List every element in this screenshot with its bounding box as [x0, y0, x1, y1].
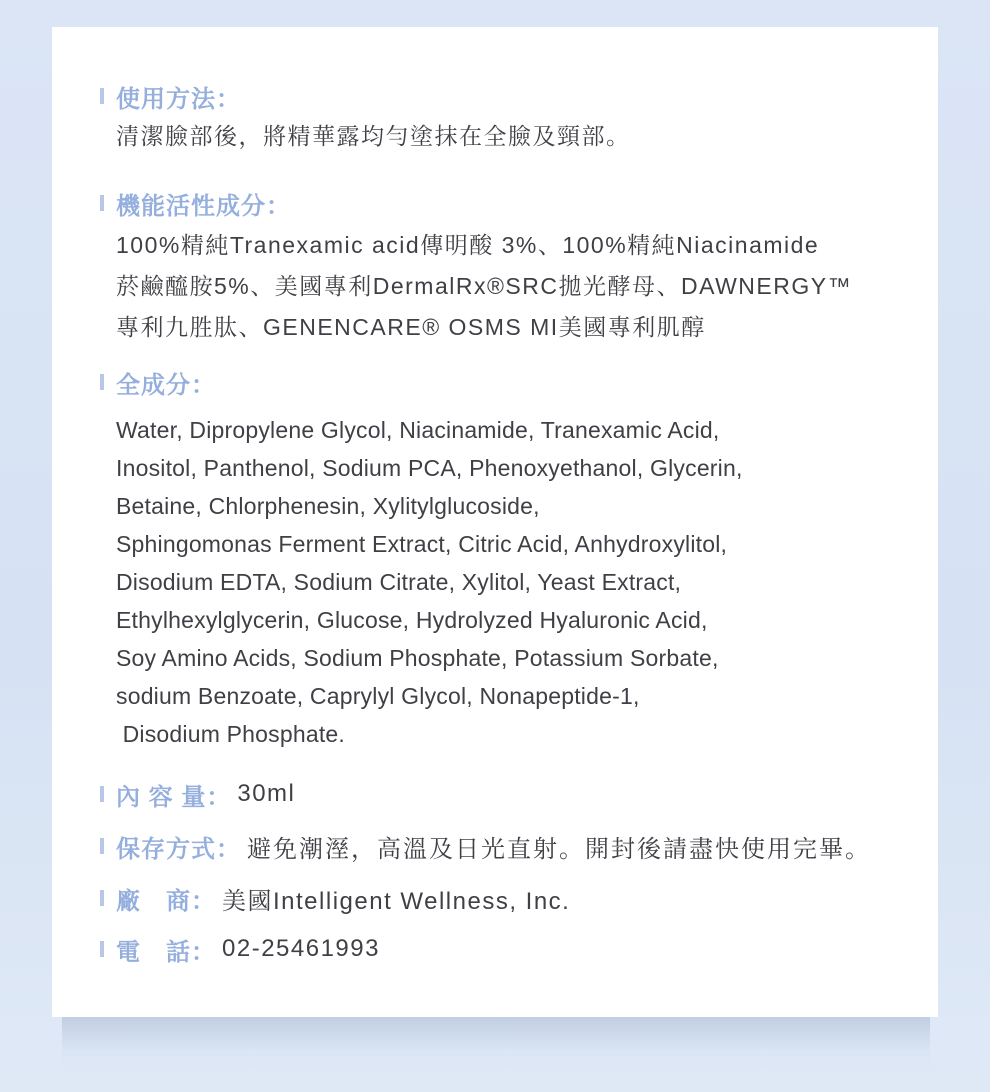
- volume-value: 30ml: [237, 780, 296, 807]
- actives-heading: [100, 188, 291, 218]
- manufacturer-title: 廠 商：: [116, 887, 216, 915]
- volume-title: 內 容 量：: [116, 783, 232, 811]
- actives-line: 專利九胜肽、GENENCARE® OSMS MI美國專利肌醇: [116, 314, 706, 340]
- ingredients-line: Sphingomonas Ferment Extract, Citric Acid, Anhydroxylitol,: [116, 531, 728, 557]
- usage-text: 清潔臉部後，將精華露均勻塗抹在全臉及頸部。: [116, 123, 631, 149]
- ingredients-title: 全成分：: [116, 371, 216, 399]
- phone-value: 02-25461993: [222, 935, 380, 962]
- actives-line: 100%精純Tranexamic acid傳明酸 3%、100%精純Niacinamide: [116, 232, 820, 258]
- usage-text-block: [116, 117, 896, 155]
- manufacturer-value: 美國Intelligent Wellness, Inc.: [222, 887, 571, 915]
- ingredients-line: Betaine, Chlorphenesin, Xylitylglucoside,: [116, 493, 540, 519]
- section-marker: [100, 786, 104, 802]
- phone-title: 電 話：: [116, 938, 216, 966]
- section-marker: [100, 195, 104, 211]
- ingredients-heading: [100, 367, 216, 397]
- section-marker: [100, 941, 104, 957]
- ingredients-line: sodium Benzoate, Caprylyl Glycol, Nonapeptide-1,: [116, 683, 640, 709]
- ingredients-line: Inositol, Panthenol, Sodium PCA, Phenoxyethanol, Glycerin,: [116, 455, 743, 481]
- card-shadow: [62, 1017, 930, 1075]
- ingredients-line: Disodium Phosphate.: [116, 721, 346, 747]
- actives-line: 菸鹼醯胺5%、美國專利DermalRx®SRC拋光酵母、DAWNERGY™: [116, 273, 853, 299]
- section-marker: [100, 838, 104, 854]
- ingredients-text-block: [116, 411, 896, 753]
- storage-row: [100, 831, 871, 861]
- section-marker: [100, 374, 104, 390]
- ingredients-line: Water, Dipropylene Glycol, Niacinamide, Tranexamic Acid,: [116, 417, 720, 443]
- ingredients-line: Soy Amino Acids, Sodium Phosphate, Potassium Sorbate,: [116, 645, 719, 671]
- volume-row: [100, 779, 295, 809]
- ingredients-line: Ethylhexylglycerin, Glucose, Hydrolyzed Hyaluronic Acid,: [116, 607, 708, 633]
- storage-value: 避免潮溼，高溫及日光直射。開封後請盡快使用完畢。: [247, 835, 871, 863]
- storage-title: 保存方式：: [116, 835, 241, 863]
- usage-title: 使用方法：: [116, 85, 241, 113]
- section-marker: [100, 88, 104, 104]
- actives-text-block: [116, 225, 896, 348]
- manufacturer-row: [100, 883, 570, 913]
- usage-heading: [100, 81, 241, 111]
- actives-title: 機能活性成分：: [116, 192, 291, 220]
- ingredients-line: Disodium EDTA, Sodium Citrate, Xylitol, Yeast Extract,: [116, 569, 682, 595]
- phone-row: [100, 934, 380, 964]
- section-marker: [100, 890, 104, 906]
